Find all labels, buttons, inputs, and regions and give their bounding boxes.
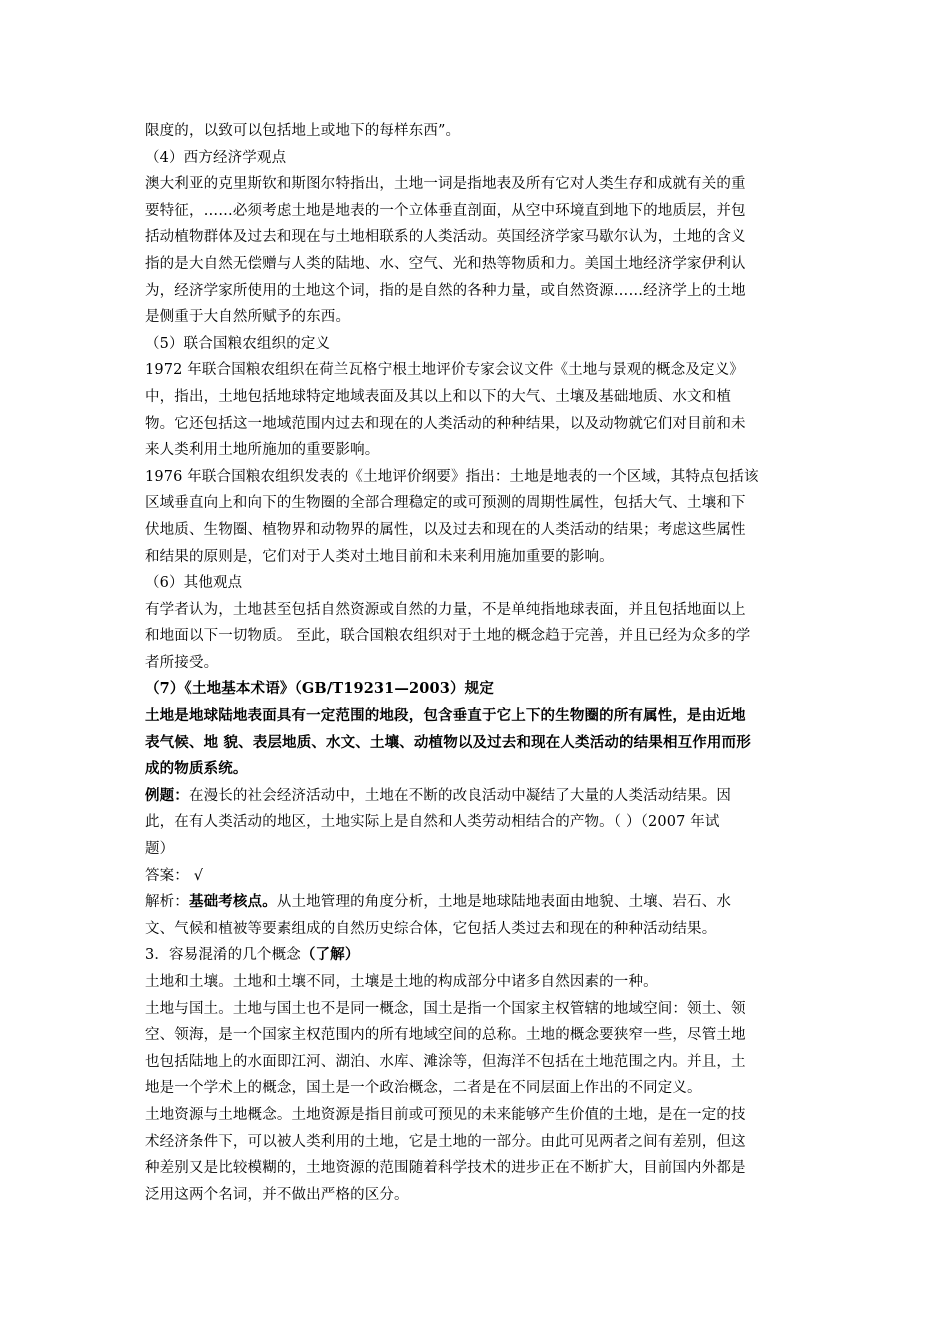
example-label: 例题： <box>145 786 189 804</box>
text-line: 土地和土壤。土地和土壤不同，土壤是土地的构成部分中诸多自然因素的一种。 <box>145 974 658 990</box>
text-line: 区域垂直向上和向下的生物圈的全部合理稳定的或可预测的周期性属性，包括大气、土壤和下 <box>145 495 746 512</box>
text-line: 来人类利用土地所施加的重要影响。 <box>145 442 380 459</box>
analysis-key-point: 基础考核点。 <box>188 893 277 911</box>
text-line: 和结果的原则是，它们对于人类对土地目前和未来利用施加重要的影响。 <box>145 548 614 565</box>
text-line: 土地资源与土地概念。土地资源是指目前或可预见的未来能够产生价值的土地，是在一定的技 <box>145 1106 746 1123</box>
section-heading-note: （了解） <box>300 946 360 964</box>
text-line: 土地是地球陆地表面具有一定范围的地段，包含垂直于它上下的生物圈的所有属性，是由近地 <box>145 707 746 725</box>
text-line: 指的是大自然无偿赠与人类的陆地、水、空气、光和热等物质和力。美国土地经济学家伊利认 <box>145 255 746 272</box>
text-line: 括动植物群体及过去和现在与土地相联系的人类活动。英国经济学家马歇尔认为，土地的含义 <box>145 229 746 246</box>
section-body <box>145 969 810 1208</box>
text-line: 1972 年联合国粮农组织在荷兰瓦格宁根土地评价专家会议文件《土地与景观的概念及定义》 <box>145 362 744 379</box>
text-line: （4）西方经济学观点 <box>145 149 287 166</box>
text-line: 泛用这两个名词，并不做出严格的区分。 <box>145 1186 409 1203</box>
text-line: 1976 年联合国粮农组织发表的《土地评价纲要》指出：土地是地表的一个区域，其特点包括该 <box>145 468 759 485</box>
example-line: 此，在有人类活动的地区，土地实际上是自然和人类劳动相结合的产物。（ ）（2007 年试 <box>145 814 720 831</box>
text-line: 空、领海，是一个国家主权范围内的所有地域空间的总称。土地的概念要狭窄一些，尽管土地 <box>145 1027 746 1044</box>
text-line: 土地与国土。土地与国土也不是同一概念，国土是指一个国家主权管辖的地域空间：领土、领 <box>145 1000 746 1017</box>
text-line: 地是一个学术上的概念，国土是一个政治概念，二者是在不同层面上作出的不同定义。 <box>145 1080 702 1097</box>
answer-line: 答案： √ <box>145 867 204 884</box>
text-line: 也包括陆地上的水面即江河、湖泊、水库、滩涂等，但海洋不包括在土地范围之内。并且，土 <box>145 1053 746 1070</box>
analysis-label: 解析： <box>145 894 189 911</box>
text-line: 限度的，以致可以包括地上或地下的每样东西”。 <box>145 123 461 139</box>
example-text: 在漫长的社会经济活动中，土地在不断的改良活动中凝结了大量的人类活动结果。因 <box>188 787 731 804</box>
text-line: 表气候、地 貌、表层地质、水文、土壤、动植物以及过去和现在人类活动的结果相互作用而形 <box>145 733 751 751</box>
section-heading-text: 3．容易混淆的几个概念 <box>145 947 301 964</box>
section-heading <box>145 942 810 969</box>
text-line: 成的物质系统。 <box>145 760 248 778</box>
text-line: 是侧重于大自然所赋予的东西。 <box>145 309 351 326</box>
text-line: （5）联合国粮农组织的定义 <box>145 335 331 352</box>
text-line: 物。它还包括这一地域范围内过去和现在的人类活动的种种结果，以及动物就它们对目前和未 <box>145 415 746 432</box>
text-line: 者所接受。 <box>145 654 219 671</box>
text-line: （7）《土地基本术语》（GB/T19231—2003）规定 <box>145 680 494 698</box>
analysis-text: 从土地管理的角度分析，土地是地球陆地表面由地貌、土壤、岩石、水 <box>276 894 732 911</box>
text-line: 中，指出，土地包括地球特定地域表面及其以上和以下的大气、土壤及基础地质、水文和植 <box>145 388 731 405</box>
text-line: 有学者认为，土地甚至包括自然资源或自然的力量，不是单纯指地球表面，并且包括地面以上 <box>145 601 746 618</box>
document-page <box>145 118 810 1208</box>
example-line <box>145 783 810 810</box>
text-line: 和地面以下一切物质。 至此，联合国粮农组织对于土地的概念趋于完善，并且已经为众多的学 <box>145 628 751 645</box>
text-line: 术经济条件下，可以被人类利用的土地，它是土地的一部分。由此可见两者之间有差别，但这 <box>145 1133 746 1150</box>
text-line: 澳大利亚的克里斯钦和斯图尔特指出，土地一词是指地表及所有它对人类生存和成就有关的重 <box>145 176 746 193</box>
text-line: （6）其他观点 <box>145 575 243 592</box>
analysis-line <box>145 889 810 916</box>
text-line: 种差别又是比较模糊的，土地资源的范围随着科学技术的进步正在不断扩大，目前国内外都是 <box>145 1160 746 1177</box>
document-body <box>145 118 810 783</box>
analysis-line: 文、气候和植被等要素组成的自然历史综合体，它包括人类过去和现在的种种活动结果。 <box>145 920 717 937</box>
text-line: 为，经济学家所使用的土地这个词，指的是自然的各种力量，或自然资源……经济学上的土地 <box>145 282 746 299</box>
example-line: 题） <box>145 841 175 858</box>
text-line: 伏地质、生物圈、植物界和动物界的属性，以及过去和现在的人类活动的结果；考虑这些属性 <box>145 521 746 538</box>
text-line: 要特征，……必须考虑土地是地表的一个立体垂直剖面，从空中环境直到地下的地质层，并包 <box>145 202 746 219</box>
